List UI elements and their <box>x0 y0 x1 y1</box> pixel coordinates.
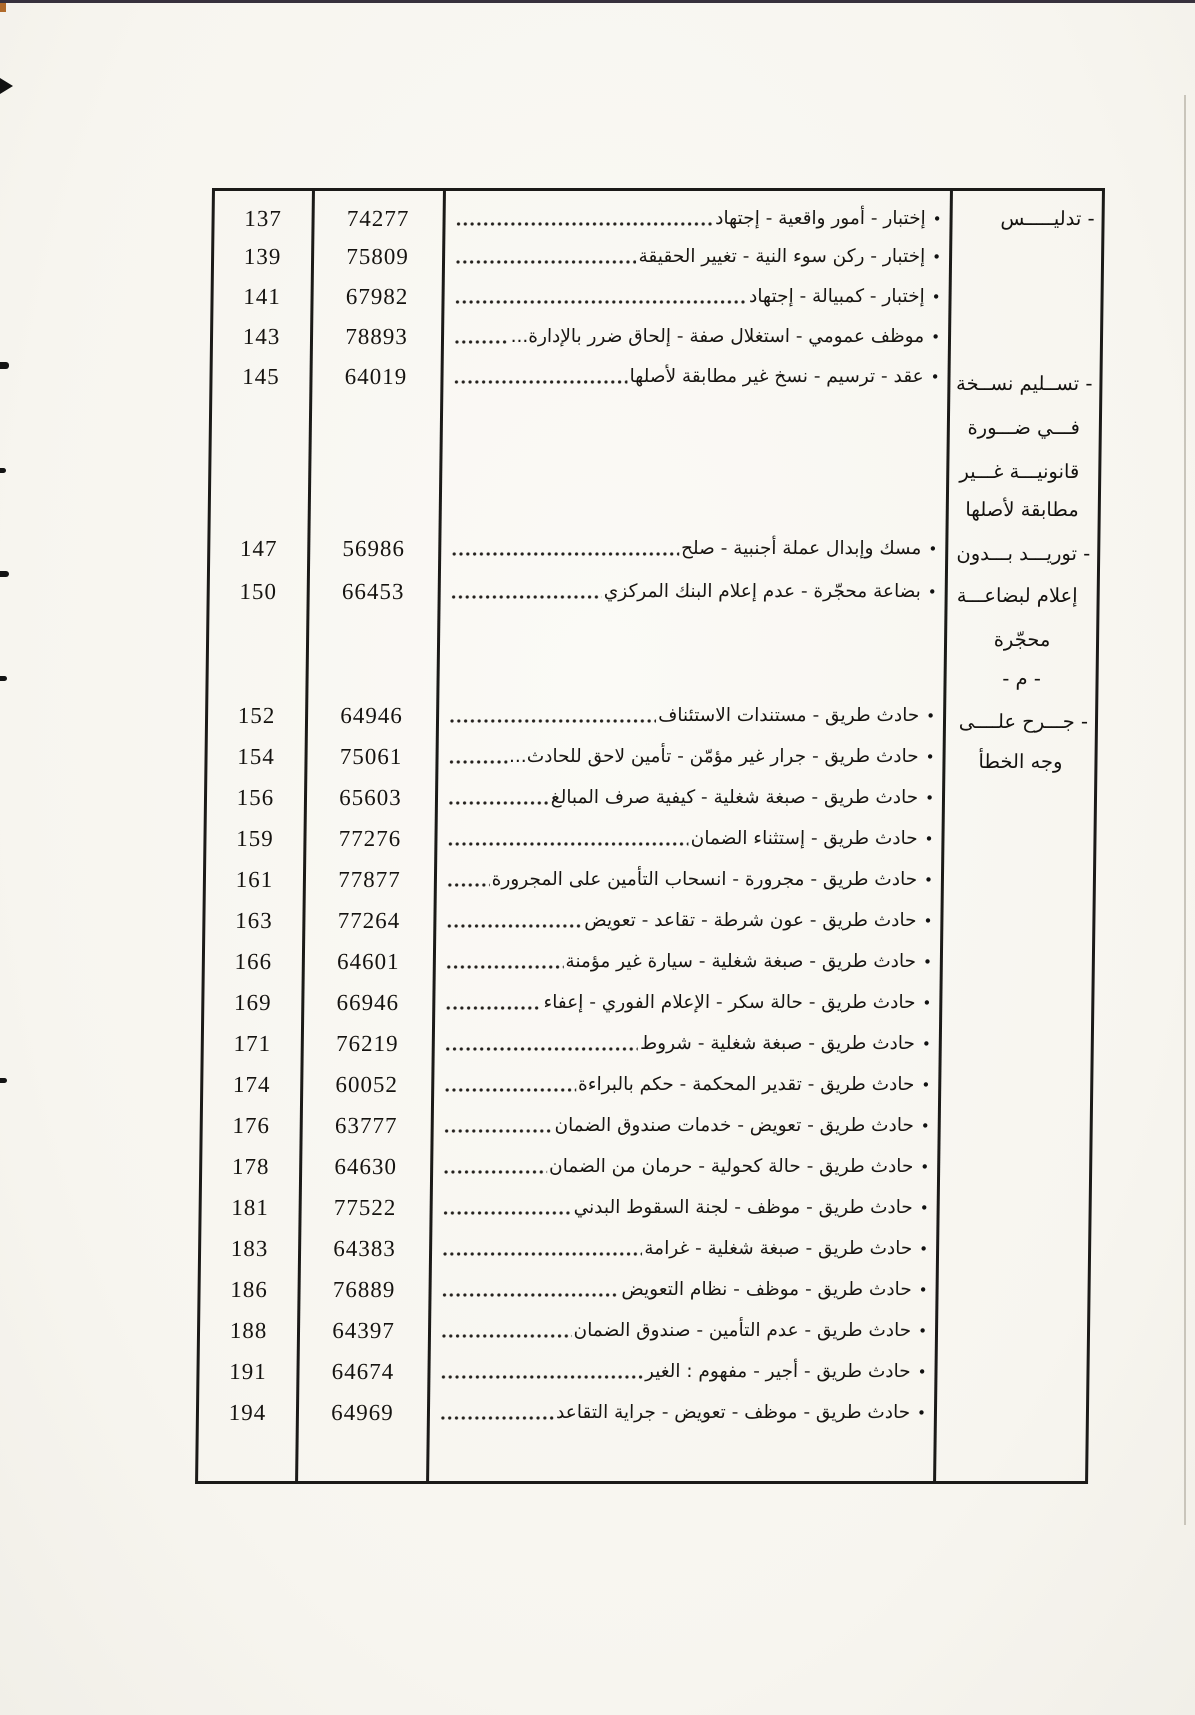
page-number: 139 <box>243 244 282 269</box>
page-edge-shadow <box>1184 95 1186 1525</box>
entry-description: إختبار - أمور واقعية - إجتهاد <box>715 208 926 229</box>
bullet-icon: • <box>920 1158 930 1176</box>
bullet-icon: • <box>917 1363 927 1381</box>
entry-description: حادث طريق - صبغة شغلية - غرامة <box>644 1238 913 1259</box>
table-row <box>437 865 941 895</box>
dotted-leader <box>449 717 656 725</box>
binding-mark-icon <box>0 1078 7 1083</box>
category-keyword: مطابقة لأصلها <box>965 498 1079 521</box>
page-number: 171 <box>233 1031 272 1056</box>
table-row <box>445 204 949 234</box>
bullet-icon: • <box>928 540 938 558</box>
page-number: 159 <box>236 826 274 851</box>
dotted-leader <box>454 338 509 346</box>
reference-number: 64969 <box>331 1400 394 1425</box>
page-number: 166 <box>234 949 273 974</box>
reference-number: 65603 <box>339 785 402 810</box>
table-row <box>434 1111 938 1141</box>
dotted-leader <box>445 1004 541 1012</box>
reference-number: 67982 <box>345 284 409 309</box>
table-row <box>445 242 949 272</box>
table-row <box>444 322 948 352</box>
entry-description: حادث طريق - تقدير المحكمة - حكم بالبراءة <box>577 1074 915 1095</box>
table-row <box>431 1275 935 1305</box>
table-row <box>439 701 943 731</box>
bullet-icon: • <box>922 953 932 971</box>
page-number: 169 <box>233 990 272 1015</box>
binding-mark-icon <box>0 468 6 473</box>
page-number: 191 <box>229 1359 267 1384</box>
page-number: 183 <box>230 1236 269 1261</box>
reference-number: 56986 <box>342 536 406 561</box>
dotted-leader <box>455 258 637 266</box>
table-row <box>433 1152 937 1182</box>
reference-number: 64397 <box>332 1318 395 1343</box>
table-row <box>434 1070 938 1100</box>
table-row <box>432 1234 936 1264</box>
dotted-leader <box>447 881 490 889</box>
page-number: 186 <box>230 1277 268 1302</box>
bullet-icon: • <box>927 583 937 601</box>
category-keyword: - تســليم نســخة <box>955 372 1093 395</box>
bullet-icon: • <box>918 1281 928 1299</box>
reference-number: 64019 <box>344 364 408 389</box>
table-row <box>441 534 945 564</box>
scan-corner-speck <box>0 3 6 12</box>
reference-number: 76889 <box>332 1277 396 1302</box>
entry-description: مسك وإبدال عملة أجنبية - صلح <box>680 538 922 559</box>
page-number: 163 <box>234 908 273 933</box>
entry-description-column <box>429 191 950 1481</box>
category-keyword: - تدليـــــس <box>1000 207 1095 230</box>
dotted-leader <box>446 922 582 930</box>
page-number: 161 <box>235 867 274 892</box>
dotted-leader <box>451 593 602 601</box>
bullet-icon: • <box>923 871 934 889</box>
bullet-icon: • <box>925 748 935 766</box>
page-number: 145 <box>242 364 280 389</box>
entry-description: حادث طريق - حالة سكر - الإعلام الفوري - إعفاء <box>543 992 916 1013</box>
bullet-icon: • <box>922 994 932 1012</box>
dotted-leader <box>441 1291 619 1299</box>
page-number: 154 <box>237 744 275 769</box>
page-number: 152 <box>237 703 276 728</box>
category-keyword: محجّرة <box>993 628 1051 651</box>
entry-description: حادث طريق - موظف - لجنة السقوط البدني <box>573 1197 913 1218</box>
reference-number: 76219 <box>335 1031 399 1056</box>
category-keyword: وجه الخطأ <box>978 750 1063 773</box>
bullet-icon: • <box>926 707 936 725</box>
table-row <box>431 1316 935 1346</box>
reference-number: 63777 <box>334 1113 398 1138</box>
reference-number: 60052 <box>335 1072 399 1097</box>
reference-number: 77877 <box>338 867 401 892</box>
page-number: 147 <box>239 536 278 561</box>
page-number-column <box>198 191 312 1481</box>
bullet-icon: • <box>919 1199 929 1217</box>
bullet-icon: • <box>923 912 933 930</box>
table-row <box>430 1398 934 1428</box>
table-row <box>443 362 947 392</box>
bullet-icon: • <box>921 1076 931 1094</box>
page-number: 178 <box>231 1154 270 1179</box>
reference-number: 77522 <box>333 1195 397 1220</box>
table-row <box>436 906 940 936</box>
page-number: 176 <box>232 1113 271 1138</box>
table-row <box>441 577 945 607</box>
reference-number: 78893 <box>345 324 408 349</box>
table-row <box>437 824 941 854</box>
dotted-leader <box>453 378 627 386</box>
bullet-icon: • <box>932 248 942 266</box>
dotted-leader <box>448 799 549 807</box>
entry-description: حادث طريق - صبغة شغلية - كيفية صرف المبالغ <box>550 787 919 808</box>
binding-mark-icon <box>0 362 9 369</box>
bullet-icon: • <box>931 328 941 346</box>
dotted-leader <box>445 1045 638 1053</box>
dotted-leader <box>455 220 713 228</box>
reference-number: 74277 <box>346 206 410 231</box>
entry-description: حادث طريق - مجرورة - انسحاب التأمين على المجرورة <box>491 869 918 890</box>
table-row <box>436 947 940 977</box>
reference-number: 77264 <box>337 908 401 933</box>
binding-mark-icon <box>0 571 9 577</box>
page-number: 156 <box>236 785 275 810</box>
dotted-leader <box>447 840 688 848</box>
dotted-leader <box>440 1414 554 1422</box>
dotted-leader <box>451 550 679 558</box>
reference-number: 64674 <box>331 1359 395 1384</box>
entry-description: إختبار - ركن سوء النية - تغيير الحقيقة <box>638 246 926 267</box>
table-row <box>432 1193 936 1223</box>
dotted-leader <box>443 1168 547 1176</box>
reference-number: 75061 <box>339 744 403 769</box>
reference-number: 77276 <box>338 826 402 851</box>
bullet-icon: • <box>930 368 940 386</box>
entry-description: حادث طريق - صبغة شغلية - شروط <box>639 1033 916 1054</box>
bullet-icon: • <box>916 1404 927 1422</box>
entry-description: حادث طريق - أجير - مفهوم : الغير <box>644 1361 911 1382</box>
entry-description: عقد - ترسيم - نسخ غير مطابقة لأصلها <box>629 366 924 387</box>
reference-number: 64946 <box>340 703 404 728</box>
page-number: 141 <box>243 284 281 309</box>
entry-description: حادث طريق - صبغة شغلية - سيارة غير مؤمنة <box>565 951 917 972</box>
category-keyword: إعلام لبضاعـــة <box>956 584 1078 607</box>
entry-description: حادث طريق - حالة كحولية - حرمان من الضمان <box>548 1156 914 1177</box>
table-row <box>435 988 939 1018</box>
dotted-leader <box>441 1332 572 1340</box>
reference-number: 64630 <box>334 1154 398 1179</box>
page-number: 188 <box>229 1318 268 1343</box>
page-number: 181 <box>231 1195 270 1220</box>
bullet-icon: • <box>921 1035 931 1053</box>
reference-number-column <box>297 191 443 1481</box>
table-row <box>444 282 948 312</box>
entry-description: حادث طريق - تعويض - خدمات صندوق الضمان <box>554 1115 915 1136</box>
entry-description: إختبار - كمبيالة - إجتهاد <box>748 286 925 307</box>
reference-number: 66453 <box>341 579 405 604</box>
entry-description: حادث طريق - جرار غير مؤمّن - تأمين لاحق للحادث... <box>508 746 919 767</box>
page-number: 194 <box>228 1400 267 1425</box>
category-keyword: - توريـــد بـــدون <box>956 542 1091 565</box>
reference-number: 64601 <box>336 949 400 974</box>
entry-description: موظف عمومي - استغلال صفة - إلحاق ضرر بالإدارة... <box>510 326 925 347</box>
bullet-icon: • <box>918 1322 928 1340</box>
table-row <box>435 1029 939 1059</box>
entry-description: حادث طريق - إستثناء الضمان <box>690 828 918 849</box>
dotted-leader <box>440 1373 643 1381</box>
entry-description: حادث طريق - مستندات الاستئناف <box>658 705 920 726</box>
dotted-leader <box>454 298 747 306</box>
bullet-icon: • <box>920 1117 930 1135</box>
table-row <box>438 783 942 813</box>
category-keyword: فـــي ضـــورة <box>967 416 1081 439</box>
page-number: 143 <box>242 324 281 349</box>
binding-mark-icon <box>0 78 13 94</box>
index-table <box>195 188 1105 1484</box>
bullet-icon: • <box>919 1240 929 1258</box>
entry-description: بضاعة محجّرة - عدم إعلام البنك المركزي <box>603 581 921 602</box>
entry-description: حادث طريق - موظف - تعويض - جراية التقاعد <box>555 1402 911 1423</box>
page-number: 150 <box>239 579 278 604</box>
dotted-leader <box>444 1127 553 1135</box>
category-keyword-column <box>936 191 1105 1481</box>
scan-top-edge-line <box>0 0 1195 3</box>
entry-description: حادث طريق - موظف - نظام التعويض <box>621 1279 912 1300</box>
bullet-icon: • <box>931 288 941 306</box>
entry-description: حادث طريق - عون شرطة - تقاعد - تعويض <box>584 910 917 931</box>
bullet-icon: • <box>925 789 935 807</box>
reference-number: 66946 <box>336 990 400 1015</box>
reference-number: 64383 <box>333 1236 397 1261</box>
dotted-leader <box>444 1086 576 1094</box>
category-keyword: - جـــرح علــــى <box>958 710 1089 733</box>
dotted-leader <box>442 1250 642 1258</box>
page-number: 137 <box>244 206 283 231</box>
entry-description: حادث طريق - عدم التأمين - صندوق الضمان <box>573 1320 912 1341</box>
bullet-icon: • <box>932 210 942 228</box>
binding-mark-icon <box>0 676 7 681</box>
category-keyword: قانونيـــة غـــير <box>959 460 1080 483</box>
table-row <box>438 742 942 772</box>
page-number: 174 <box>232 1072 271 1097</box>
reference-number: 75809 <box>346 244 410 269</box>
dotted-leader <box>446 963 564 971</box>
dotted-leader <box>443 1209 572 1217</box>
bullet-icon: • <box>924 830 934 848</box>
category-keyword: - م - <box>1002 667 1041 690</box>
table-row <box>430 1357 934 1387</box>
dotted-leader <box>448 758 507 766</box>
